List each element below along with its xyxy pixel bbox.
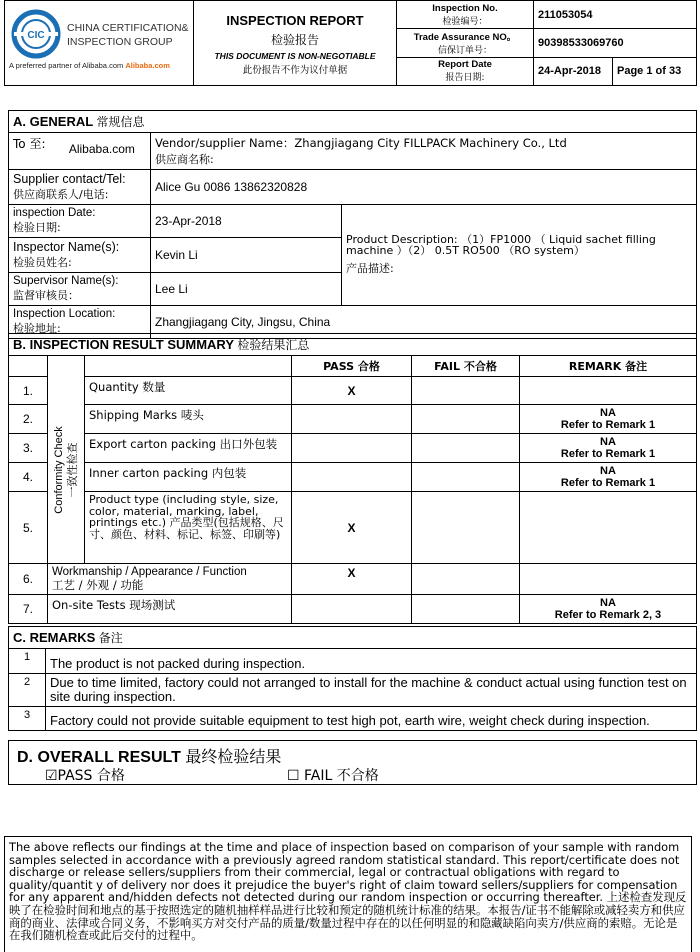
report-header: [4, 0, 697, 86]
general-section: [8, 110, 697, 339]
remarks-section: [8, 626, 697, 731]
vendor-cell: Vendor/supplier Name：Zhangjiagang City FILLPACK Machinery Co., Ltd 供应商名称:: [151, 133, 697, 170]
pass-header: PASS 合格: [292, 356, 412, 377]
supervisor-value: Lee Li: [151, 273, 342, 306]
inspector-value: Kevin Li: [151, 238, 342, 273]
table-row: 3. Export carton packing 出口外包装 NA Refer to Remark 1: [9, 434, 697, 463]
summary-section: [8, 333, 697, 624]
report-date-value: 24-Apr-2018: [534, 57, 613, 85]
list-item: 3 Factory could not provide suitable equipment to test high pot, earth wire, weight check during inspection.: [9, 707, 697, 731]
fail-checkbox[interactable]: ☐ FAIL 不合格: [287, 768, 379, 784]
list-item: 2 Due to time limited, factory could not arranged to install for the machine & conduct actual using function test on site during inspection.: [9, 674, 697, 707]
location-value: Zhangjiagang City, Jingsu, China: [151, 306, 697, 339]
company-name: [67, 21, 189, 49]
inspection-no-label: Inspection No. 检验编号：: [397, 1, 534, 29]
inspector-label: Inspector Name(s): 检验员姓名:: [9, 238, 151, 273]
partner-text: A preferred partner of Alibaba.com: [9, 61, 124, 70]
table-row: 7. On-site Tests 现场测试 NA Refer to Remark 2, 3: [9, 595, 697, 624]
logo-cell: [5, 1, 194, 86]
overall-result-section: [8, 740, 697, 785]
to-value: Alibaba.com: [68, 142, 135, 156]
cic-logo-icon: [9, 9, 63, 59]
general-title: A. GENERAL 常规信息: [9, 111, 697, 133]
non-negotiable-note: THIS DOCUMENT IS NON-NEGOTIABLE: [214, 50, 376, 61]
report-date-label: Report Date 报告日期:: [397, 57, 534, 85]
fail-header: FAIL 不合格: [412, 356, 520, 377]
product-description-cell: Product Description: （1）FP1000 （ Liquid sachet filling machine ）（2） 0.5T RO500 （RO system） 产品描述:: [342, 205, 697, 306]
report-title: INSPECTION REPORT: [226, 12, 364, 28]
disclaimer: The above reflects our findings at the time and place of inspection based on comparison of your sample with random samples selected in accordance with a previously agreed random statistical standard. This report/certificate does not discharge or release sellers/suppliers from their commercial, legal or contractual obligations with regard to quality/quantit y of delivery nor does it prejudice the buyer's right of claim toward sellers/suppliers for compensation for any apparent and/hidden defects not detected during our random inspection or occurring thereafter. 上述检查发现反映了在检验时间和地点的基于按照选定的随机抽样样品进行比较和预定的随机统计标准的结果。本报告/证书不能解除或减轻卖方和供应商的商业、法律或合同义务，不影响买方对交付产品的质量/数量过程中存在的以任何明显的和隐藏缺陷向卖方/供应商的索赔。无论是在我们随机检查或此后交付的过程中。: [4, 836, 692, 952]
pass-checkbox[interactable]: ☑PASS 合格: [45, 768, 125, 784]
logo-text: CIC: [27, 30, 45, 41]
title-cell: [194, 1, 397, 86]
partner-line: [9, 61, 170, 70]
conformity-check-label-cn: 一致性检查: [66, 442, 79, 498]
inspection-date-label: inspection Date: 检验日期:: [9, 205, 151, 238]
inspection-no-value: 211053054: [534, 1, 697, 29]
table-row: 6. Workmanship / Appearance / Function 工艺 / 外观 / 功能 X: [9, 564, 697, 595]
supervisor-label: Supervisor Name(s): 监督审核员：: [9, 273, 151, 306]
contact-value: Alice Gu 0086 13862320828: [151, 170, 697, 205]
company-line2: INSPECTION GROUP: [67, 36, 173, 48]
conformity-check-group: [48, 377, 85, 564]
summary-title: B. INSPECTION RESULT SUMMARY 检验结果汇总: [9, 334, 697, 356]
table-row: 5. Product type (including style, size, color, material, marking, label, printings etc.) 产品类型(包括规格、尺寸、颜色、材料、标记、标签、印刷等) X: [9, 492, 697, 564]
table-row: 1. Conformity Check 一致性检查 Quantity 数量 X: [9, 377, 697, 405]
page-number: Page 1 of 33: [613, 57, 697, 85]
report-title-cn: 检验报告: [270, 32, 319, 47]
location-label: Inspection Location: 检验地址:: [9, 306, 151, 339]
conformity-check-label: Conformity Check: [53, 426, 65, 514]
table-row: 4. Inner carton packing 内包装 NA Refer to Remark 1: [9, 463, 697, 492]
company-line1: CHINA CERTIFICATION&: [67, 22, 189, 34]
table-row: 2. Shipping Marks 唛头 NA Refer to Remark 1: [9, 405, 697, 434]
alibaba-logo: Alibaba.com: [125, 61, 170, 70]
contact-label: Supplier contact/Tel: 供应商联系人/电话:: [9, 170, 151, 205]
remark-header: REMARK 备注: [520, 356, 697, 377]
trade-assurance-value: 90398533069760: [534, 29, 697, 57]
list-item: 1 The product is not packed during inspection.: [9, 649, 697, 674]
non-negotiable-note-cn: 此份报告不作为议付单据: [242, 64, 348, 76]
overall-result-title: D. OVERALL RESULT 最终检验结果: [17, 747, 282, 766]
remarks-title: C. REMARKS 备注: [9, 627, 697, 649]
to-cell: To 至: Alibaba.com: [9, 133, 151, 170]
inspection-date-value: 23-Apr-2018: [151, 205, 342, 238]
trade-assurance-label: Trade Assurance NO。 信保订单号：: [397, 29, 534, 57]
